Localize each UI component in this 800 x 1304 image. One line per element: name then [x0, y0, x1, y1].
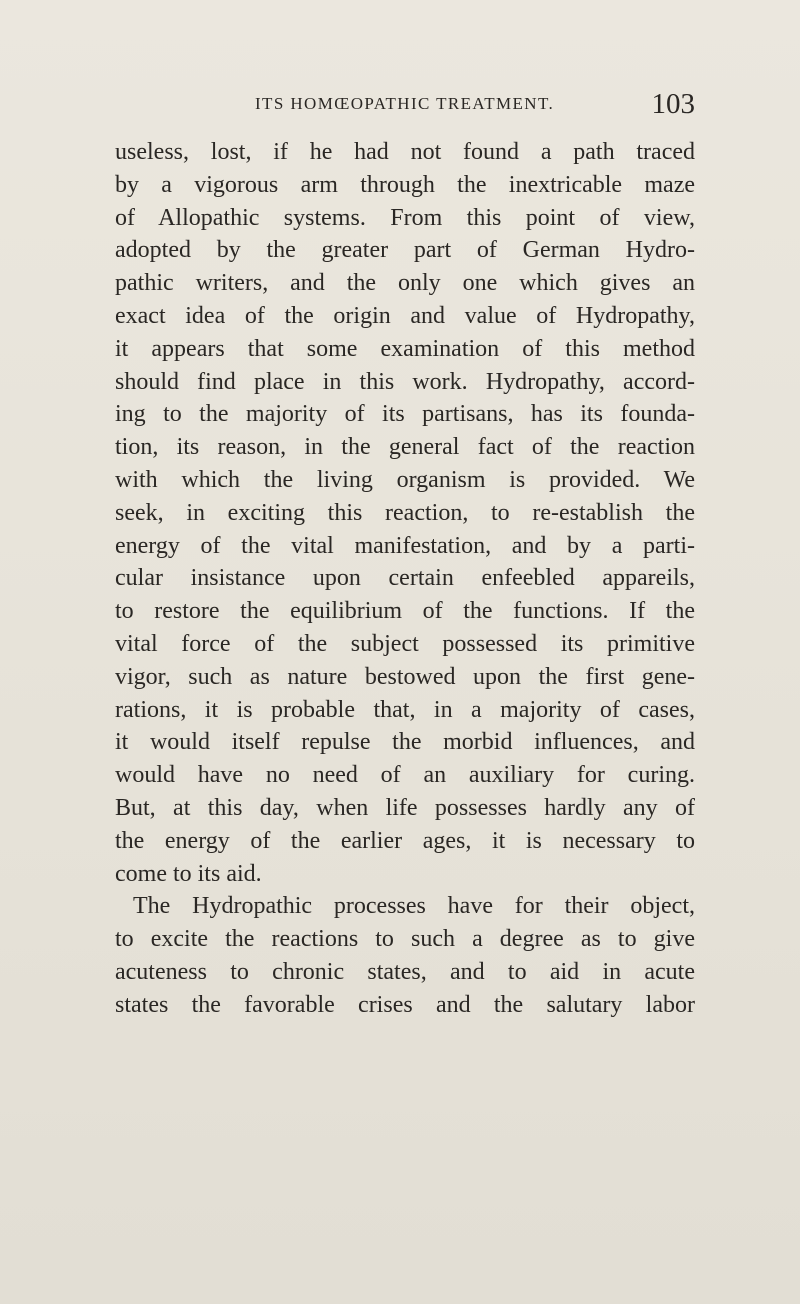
text-line: vigor, such as nature bestowed upon the first gene- [115, 663, 695, 690]
text-line: states the favorable crises and the salutary labor [115, 991, 695, 1018]
running-head [115, 88, 695, 124]
text-line: should find place in this work. Hydropathy, accord- [115, 368, 695, 395]
text-line: The Hydropathic processes have for their object, [133, 893, 695, 920]
text-line: acuteness to chronic states, and to aid in acute [115, 958, 695, 985]
text-line: pathic writers, and the only one which gives an [115, 270, 695, 297]
text-line: energy of the vital manifestation, and by a parti- [115, 532, 695, 559]
text-line: would have no need of an auxiliary for curing. [115, 762, 695, 789]
text-line: it would itself repulse the morbid influences, and [115, 729, 695, 756]
text-line: exact idea of the origin and value of Hydropathy, [115, 302, 695, 329]
text-line: by a vigorous arm through the inextricable maze [115, 171, 695, 198]
text-line: seek, in exciting this reaction, to re-establish the [115, 499, 695, 526]
text-line: adopted by the greater part of German Hydro- [115, 237, 695, 264]
text-line: of Allopathic systems. From this point of view, [115, 204, 695, 231]
text-line: it appears that some examination of this method [115, 335, 695, 362]
text-line: with which the living organism is provided. We [115, 466, 695, 493]
text-line: ing to the majority of its partisans, has its founda- [115, 401, 695, 428]
page-number: 103 [651, 88, 695, 120]
text-line: rations, it is probable that, in a majority of cases, [115, 696, 695, 723]
body-text [115, 136, 695, 1022]
text-line: the energy of the earlier ages, it is necessary to [115, 827, 695, 854]
text-line: come to its aid. [115, 860, 262, 887]
text-line: to restore the equilibrium of the functions. If the [115, 598, 695, 625]
running-title: ITS HOMŒOPATHIC TREATMENT. [255, 94, 555, 113]
text-line: vital force of the subject possessed its primitive [115, 630, 695, 657]
text-line: useless, lost, if he had not found a path traced [115, 139, 695, 165]
text-line: to excite the reactions to such a degree as to give [115, 926, 695, 953]
text-line: tion, its reason, in the general fact of the reaction [115, 434, 695, 461]
text-line: cular insistance upon certain enfeebled appareils, [115, 565, 695, 592]
text-line: But, at this day, when life possesses hardly any of [115, 794, 695, 821]
